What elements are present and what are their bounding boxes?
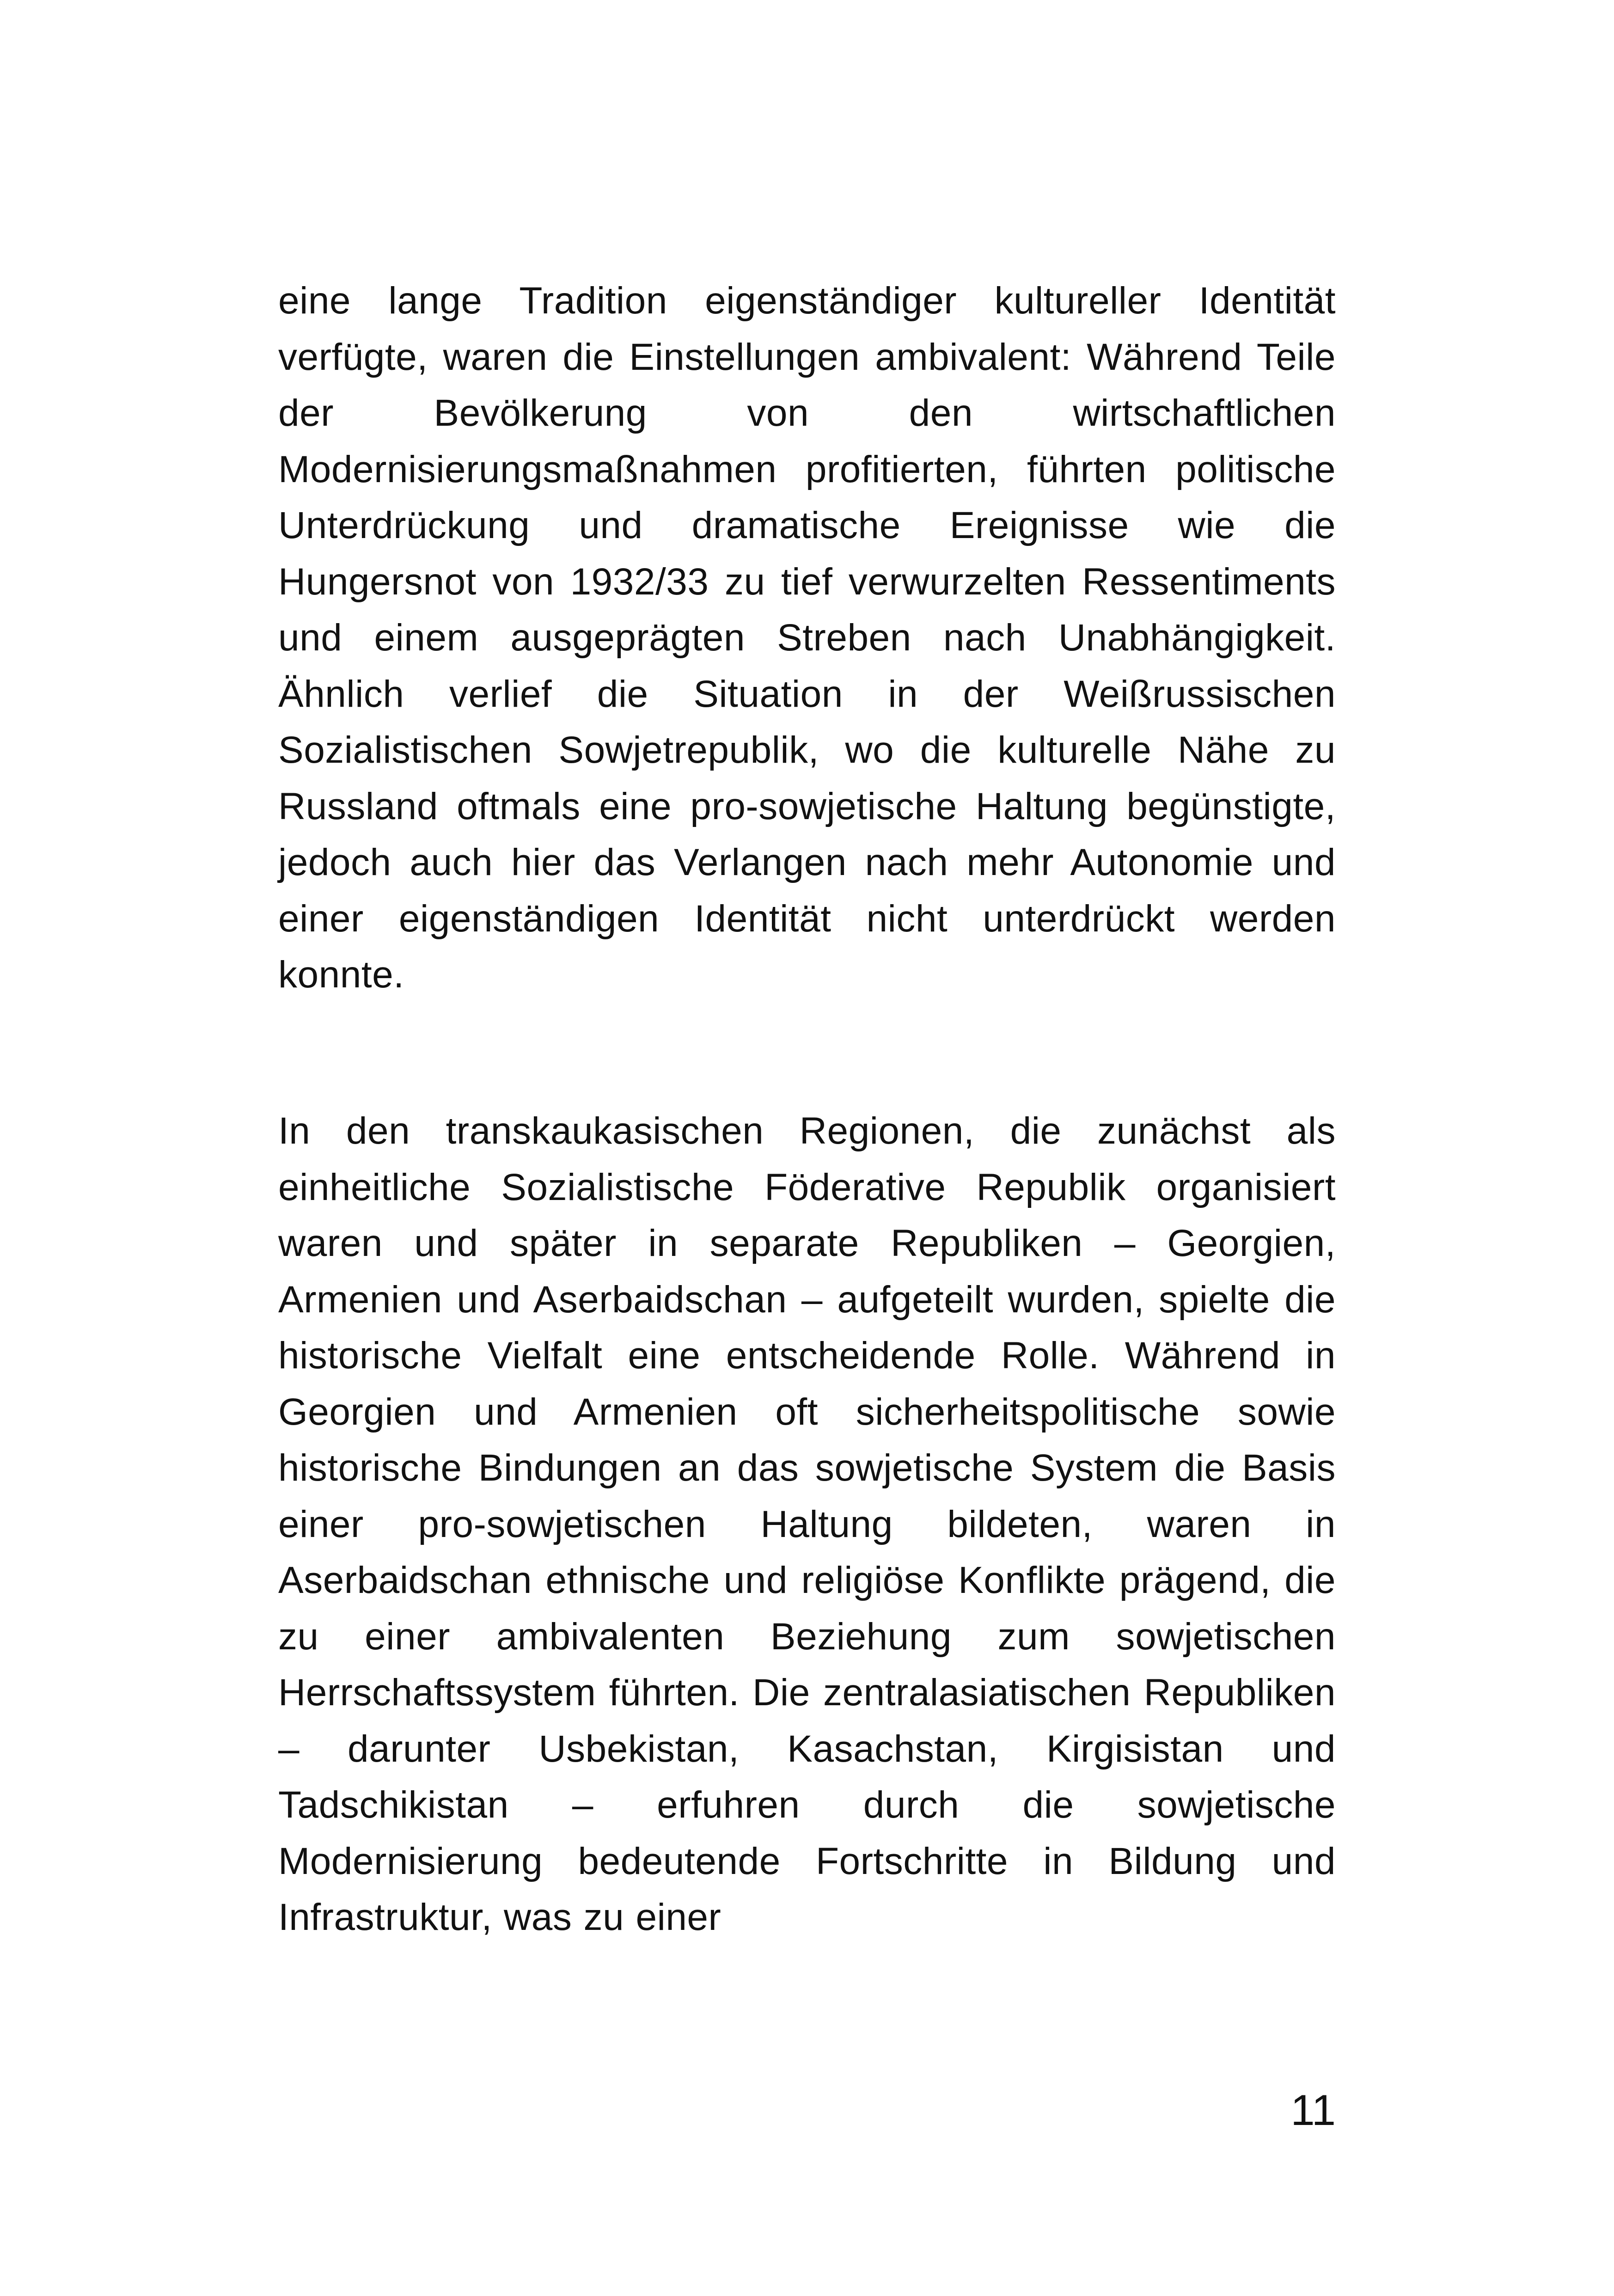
paragraph-text: In den transkaukasischen Regionen, die zunächst als einheitliche Sozialistische Föderative Republik organisiert waren und später in separate Republiken – Georgien, Armenien und Aserbaidschan – aufgeteilt wurden, spielte die historische Vielfalt eine entscheidende Rolle. Während in Georgien und Armenien oft sicherheitspolitische sowie historische Bindungen an das sowjetische System die Basis einer pro-sowjetischen Haltung bildeten, waren in Aserbaidschan ethnische und religiöse Konflikte prägend, die zu einer ambivalenten Beziehung zum sowjetischen Herrschaftssystem führten. Die zentralasiatischen Republiken – darunter Usbekistan, Kasachstan, Kirgisistan und Tadschikistan – erfuhren durch die sowjetische Modernisierung bedeutende Fortschritte in Bildung und Infrastruktur, was zu einer <box>278 1110 1336 1938</box>
text-paragraph-1 <box>278 273 1336 1003</box>
page-number: 11 <box>1290 2086 1336 2134</box>
paragraph-text: eine lange Tradition eigenständiger kultureller Identität verfügte, waren die Einstellungen ambivalent: Während Teile der Bevölkerung von den wirtschaftlichen Modernisierungsmaßnahmen profitierten, führten politische Unterdrückung und dramatische Ereignisse wie die Hungersnot von 1932/33 zu tief verwurzelten Ressentiments und einem ausgeprägten Streben nach Unabhängigkeit. Ähnlich verlief die Situation in der Weißrussischen Sozialistischen Sowjetrepublik, wo die kulturelle Nähe zu Russland oftmals eine pro-sowjetische Haltung begünstigte, jedoch auch hier das Verlangen nach mehr Autonomie und einer eigenständigen Identität nicht unterdrückt werden konnte. <box>278 280 1336 996</box>
text-paragraph-2 <box>278 1103 1336 1946</box>
